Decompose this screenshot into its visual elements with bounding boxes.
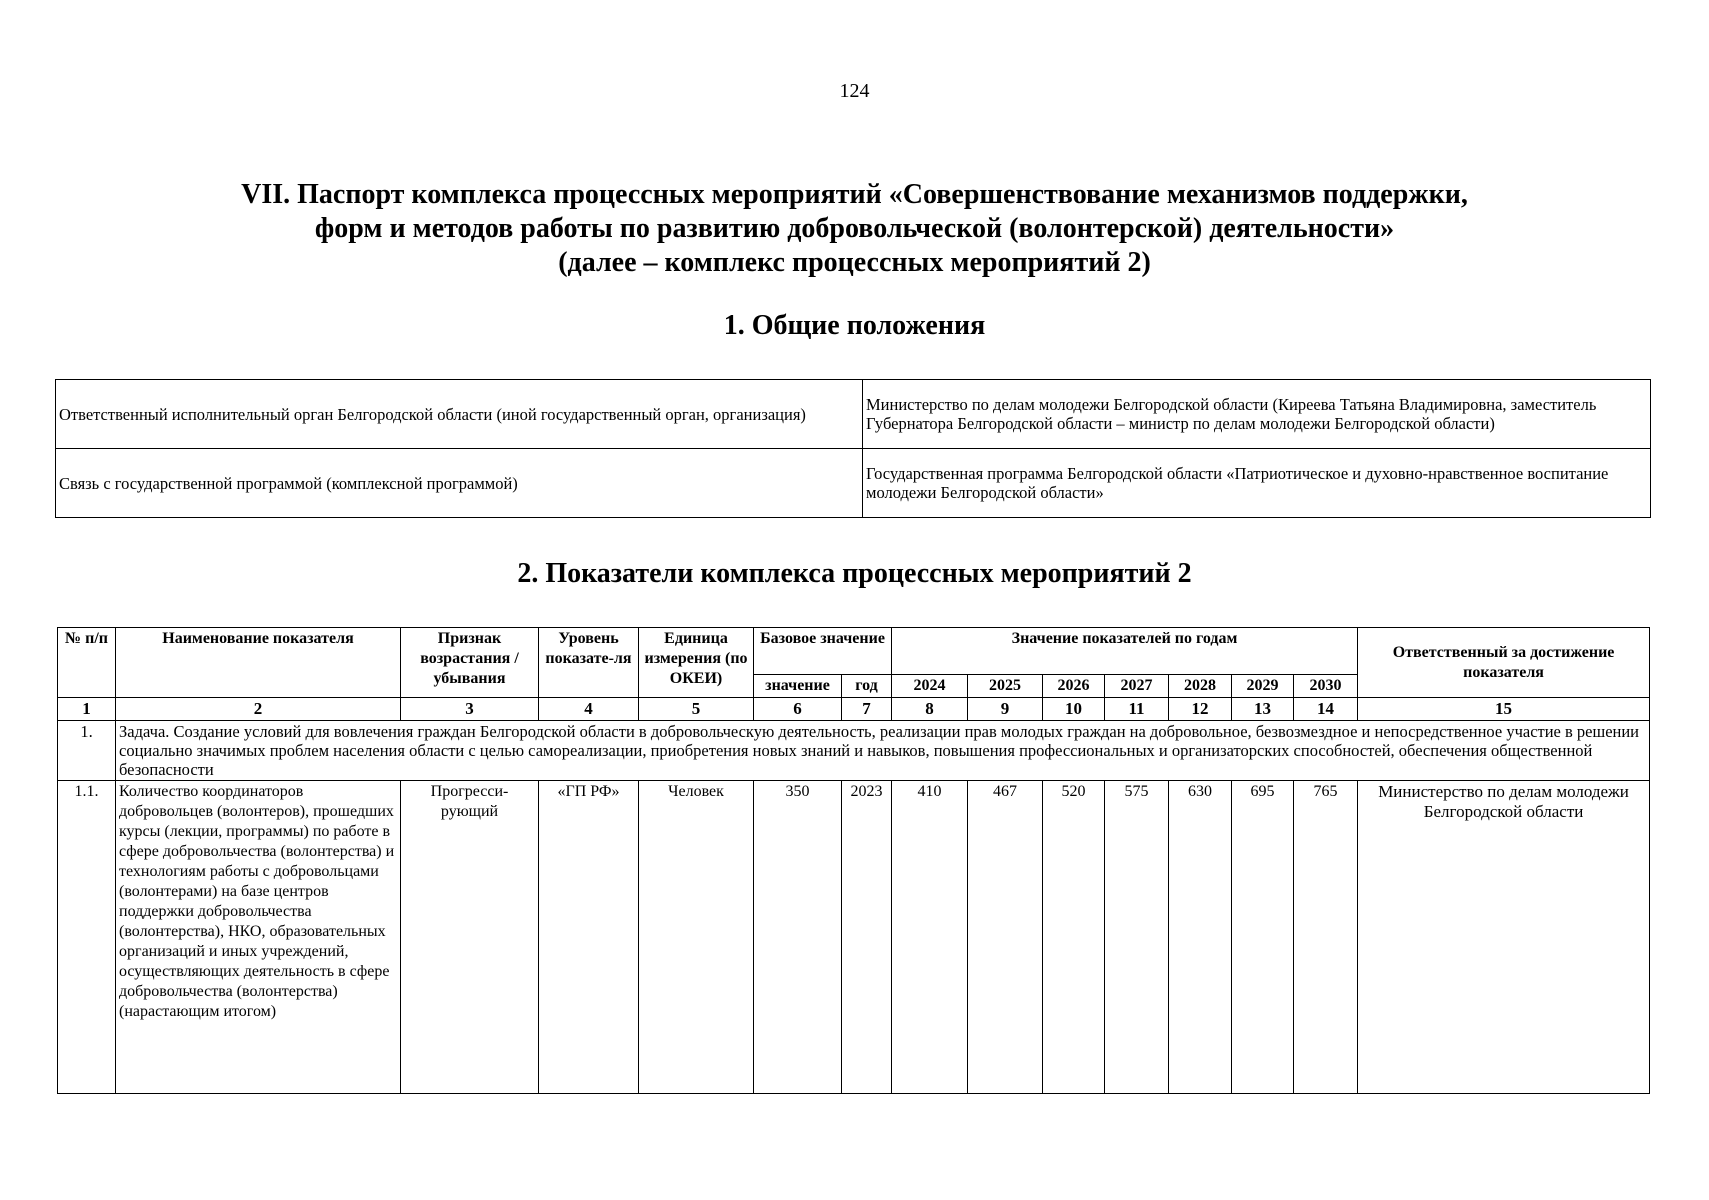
header-year: 2025 xyxy=(968,675,1043,698)
task-text: Задача. Создание условий для вовлечения граждан Белгородской области в добровольческую деятельность, реализации прав молодых граждан на добровольное, безвозмездное и непосредственное участие в решении социально значимых проблем населения области с целью самореализации, приобретения новых знаний и навыков, повышения профессиональных и организаторских способностей, обеспечения общественной безопасности xyxy=(116,721,1650,781)
column-number: 13 xyxy=(1232,698,1294,721)
header-base-value: значение xyxy=(754,675,842,698)
general-value: Государственная программа Белгородской области «Патриотическое и духовно-нравственное воспитание молодежи Белгородской области» xyxy=(863,449,1651,518)
header-responsible: Ответственный за достижение показателя xyxy=(1358,628,1650,698)
header-year: 2030 xyxy=(1294,675,1358,698)
column-number: 1 xyxy=(58,698,116,721)
base-year: 2023 xyxy=(842,781,892,1094)
header-year: 2026 xyxy=(1043,675,1105,698)
column-number: 7 xyxy=(842,698,892,721)
indicator-name: Количество координаторов добровольцев (волонтеров), прошедших курсы (лекции, программы) по работе в сфере добровольчества (волонтерства) и технологиям работы с добровольцами (волонтерами) на базе центров поддержки добровольчества (волонтерства), НКО, образовательных организаций и иных учреждений, осуществляющих деятельность в сфере добровольчества (волонтерства) (нарастающим итогом) xyxy=(116,781,401,1094)
table-row xyxy=(58,781,1650,1094)
column-number: 5 xyxy=(639,698,754,721)
header-years-group: Значение показателей по годам xyxy=(892,628,1358,675)
header-name: Наименование показателя xyxy=(116,628,401,698)
header-year: 2027 xyxy=(1105,675,1169,698)
indicator-level: «ГП РФ» xyxy=(539,781,639,1094)
header-sign: Признак возрастания / убывания xyxy=(401,628,539,698)
column-number: 2 xyxy=(116,698,401,721)
responsible-org: Министерство по делам молодежи Белгородской области xyxy=(1358,781,1650,1094)
column-number: 11 xyxy=(1105,698,1169,721)
general-row xyxy=(56,449,1651,518)
column-numbers-row xyxy=(58,698,1650,721)
year-value: 575 xyxy=(1105,781,1169,1094)
title-line-3: (далее – комплекс процессных мероприятий 2) xyxy=(558,247,1151,278)
document-title xyxy=(0,178,1709,280)
task-row xyxy=(58,721,1650,781)
header-base: Базовое значение xyxy=(754,628,892,675)
section-2-heading: 2. Показатели комплекса процессных мероприятий 2 xyxy=(517,558,1192,589)
indicator-unit: Человек xyxy=(639,781,754,1094)
year-value: 520 xyxy=(1043,781,1105,1094)
title-line-2: форм и методов работы по развитию добровольческой (волонтерской) деятельности» xyxy=(314,213,1395,244)
column-number: 10 xyxy=(1043,698,1105,721)
indicator-sign: Прогресси-рующий xyxy=(401,781,539,1094)
column-number: 14 xyxy=(1294,698,1358,721)
header-base-year: год xyxy=(842,675,892,698)
year-value: 467 xyxy=(968,781,1043,1094)
column-number: 3 xyxy=(401,698,539,721)
header-row-1 xyxy=(58,628,1650,675)
column-number: 8 xyxy=(892,698,968,721)
header-level: Уровень показате-ля xyxy=(539,628,639,698)
general-provisions-table xyxy=(55,379,1651,518)
year-value: 410 xyxy=(892,781,968,1094)
header-unit: Единица измерения (по ОКЕИ) xyxy=(639,628,754,698)
title-line-1: VII. Паспорт комплекса процессных мероприятий «Совершенствование механизмов поддержки, xyxy=(241,179,1468,210)
year-value: 695 xyxy=(1232,781,1294,1094)
indicators-table xyxy=(57,627,1650,1094)
column-number: 4 xyxy=(539,698,639,721)
year-value: 765 xyxy=(1294,781,1358,1094)
year-value: 630 xyxy=(1169,781,1232,1094)
header-num: № п/п xyxy=(58,628,116,698)
header-year: 2024 xyxy=(892,675,968,698)
general-label: Ответственный исполнительный орган Белгородской области (иной государственный орган, организация) xyxy=(56,380,863,449)
header-year: 2028 xyxy=(1169,675,1232,698)
column-number: 6 xyxy=(754,698,842,721)
general-label: Связь с государственной программой (комплексной программой) xyxy=(56,449,863,518)
header-year: 2029 xyxy=(1232,675,1294,698)
general-row xyxy=(56,380,1651,449)
column-number: 12 xyxy=(1169,698,1232,721)
column-number: 15 xyxy=(1358,698,1650,721)
general-value: Министерство по делам молодежи Белгородской области (Киреева Татьяна Владимировна, заместитель Губернатора Белгородской области – министр по делам молодежи Белгородской области) xyxy=(863,380,1651,449)
row-num: 1.1. xyxy=(58,781,116,1094)
base-value: 350 xyxy=(754,781,842,1094)
column-number: 9 xyxy=(968,698,1043,721)
section-1-heading: 1. Общие положения xyxy=(723,310,986,341)
task-num: 1. xyxy=(58,721,116,781)
page-number: 124 xyxy=(839,80,870,102)
